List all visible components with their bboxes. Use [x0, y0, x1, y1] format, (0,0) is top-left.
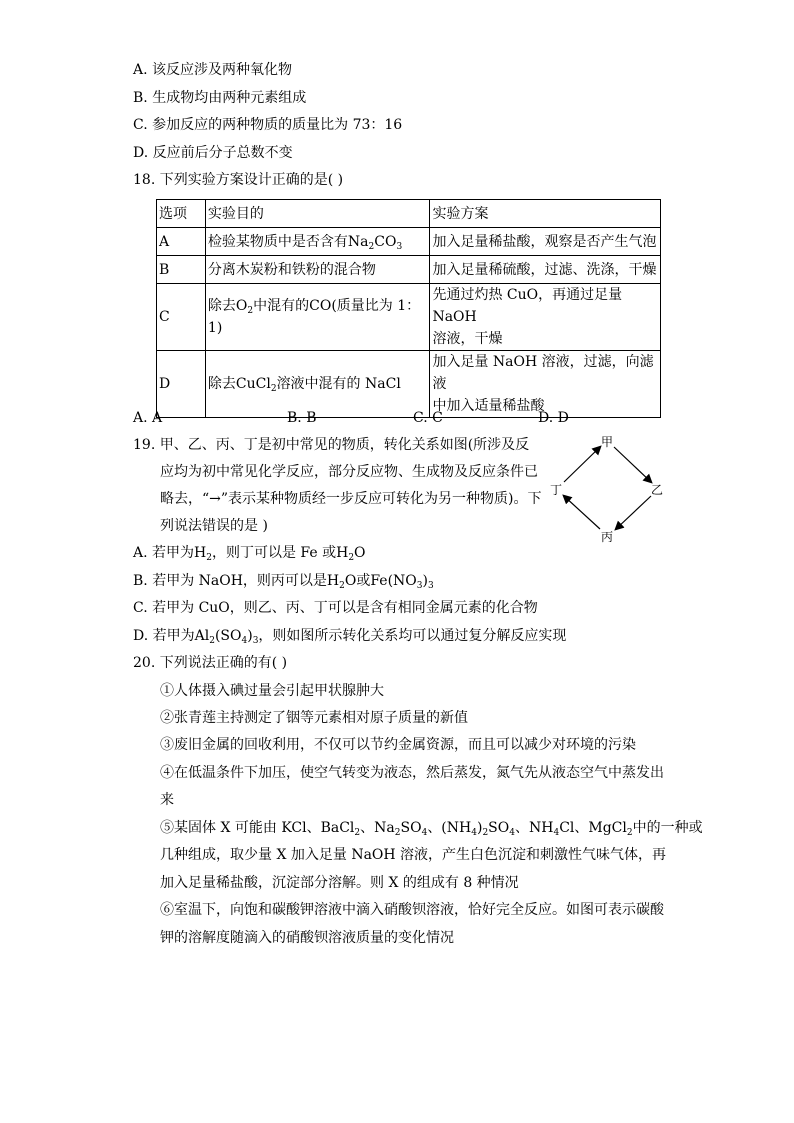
- q20-statement-2: ②张青莲主持测定了铟等元素相对原子质量的新值: [160, 710, 468, 726]
- q19-stem-line1: 19. 甲、乙、丙、丁是初中常见的物质，转化关系如图(所涉及反: [133, 437, 530, 453]
- table-header-row: [157, 200, 661, 228]
- q18-table: [156, 199, 661, 418]
- q20-statement-5-line3: 加入足量稀盐酸，沉淀部分溶解。则 X 的组成有 8 种情况: [160, 875, 519, 891]
- row-aim: 检验某物质中是否含有$Na_2CO_3$: [205, 228, 430, 256]
- q18-answer-a: A. A: [133, 410, 163, 426]
- q20-statement-6-line1: ⑥室温下，向饱和碳酸钾溶液中滴入硝酸钡溶液，恰好完全反应。如图可表示碳酸: [160, 902, 664, 918]
- q18-answer-d: D. D: [538, 410, 569, 426]
- q19-stem-line2: 应均为初中常见化学反应，部分反应物、生成物及反应条件已: [160, 464, 538, 480]
- table-row: [157, 256, 661, 284]
- q18-stem: 18. 下列实验方案设计正确的是( ): [133, 172, 344, 188]
- node-yi: 乙: [651, 483, 664, 497]
- node-jia: 甲: [601, 435, 614, 449]
- q20-stem: 20. 下列说法正确的有( ): [133, 655, 288, 671]
- table-row: [157, 228, 661, 256]
- q20-statement-4-line2: 来: [160, 792, 174, 808]
- arrow-bing-to-ding: [564, 496, 600, 529]
- header-aim: 实验目的: [205, 200, 430, 228]
- node-bing: 丙: [601, 530, 614, 544]
- q18-answer-b: B. B: [287, 410, 317, 426]
- row-plan: 加入足量稀硫酸，过滤、洗涤，干燥: [430, 256, 661, 284]
- q20-statement-5-line1: ⑤某固体 X 可能由 KCl、BaCl$_2$、$Na_2SO_4$、$(NH_4)_2SO_4$、$NH_4Cl$、MgCl$_2$中的一种或: [160, 820, 703, 838]
- row-option: A: [157, 228, 206, 256]
- row-plan: 加入足量 NaOH 溶液，过滤，向滤液 中加入适量稀盐酸: [430, 351, 661, 418]
- q17-option-a: A. 该反应涉及两种氧化物: [133, 62, 293, 78]
- q17-option-d: D. 反应前后分子总数不变: [133, 145, 293, 161]
- header-option: 选项: [157, 200, 206, 228]
- q17-option-b: B. 生成物均由两种元素组成: [133, 90, 307, 106]
- q19-option-c: C. 若甲为 CuO，则乙、丙、丁可以是含有相同金属元素的化合物: [133, 600, 538, 616]
- row-plan: 先通过灼热 CuO，再通过足量 NaOH 溶液，干燥: [430, 284, 661, 351]
- arrow-ding-to-jia: [564, 447, 600, 482]
- header-plan: 实验方案: [430, 200, 661, 228]
- table-row: [157, 351, 661, 418]
- q19-option-b: B. 若甲为 NaOH，则丙可以是$H_2O$或$Fe(NO_3)_3$: [133, 573, 434, 591]
- q19-option-d: D. 若甲为$Al_2(SO_4)_3$，则如图所示转化关系均可以通过复分解反应实现: [133, 628, 567, 646]
- q20-statement-5-line2: 几种组成，取少量 X 加入足量 NaOH 溶液，产生白色沉淀和刺激性气味气体，再: [160, 847, 667, 863]
- q19-option-a: A. 若甲为$H_2$，则丁可以是 Fe 或$H_2O$: [133, 545, 366, 563]
- q20-statement-6-line2: 钾的溶解度随滴入的硝酸钡溶液质量的变化情况: [160, 930, 454, 946]
- arrow-yi-to-bing: [616, 496, 651, 529]
- row-aim: 除去CuCl$_2$溶液中混有的 NaCl: [205, 351, 430, 418]
- q20-statement-3: ③废旧金属的回收利用，不仅可以节约金属资源，而且可以减少对环境的污染: [160, 737, 636, 753]
- table-row: [157, 284, 661, 351]
- transformation-diagram: [548, 432, 666, 544]
- row-aim: 分离木炭粉和铁粉的混合物: [205, 256, 430, 284]
- row-plan: 加入足量稀盐酸，观察是否产生气泡: [430, 228, 661, 256]
- q20-statement-4-line1: ④在低温条件下加压，使空气转变为液态，然后蒸发，氮气先从液态空气中蒸发出: [160, 765, 664, 781]
- q18-answer-c: C. C: [413, 410, 443, 426]
- row-aim: 除去$O_2$中混有的CO(质量比为 1：1): [205, 284, 430, 351]
- q20-statement-1: ①人体摄入碘过量会引起甲状腺肿大: [160, 683, 384, 699]
- row-option: D: [157, 351, 206, 418]
- q17-option-c: C. 参加反应的两种物质的质量比为 73：16: [133, 117, 403, 133]
- q19-stem-line3: 略去，“→”表示某种物质经一步反应可转化为另一种物质)。下: [160, 491, 542, 507]
- q19-stem-line4: 列说法错误的是 ): [160, 518, 268, 534]
- arrow-jia-to-yi: [614, 447, 651, 482]
- row-option: B: [157, 256, 206, 284]
- node-ding: 丁: [550, 483, 563, 497]
- row-option: C: [157, 284, 206, 351]
